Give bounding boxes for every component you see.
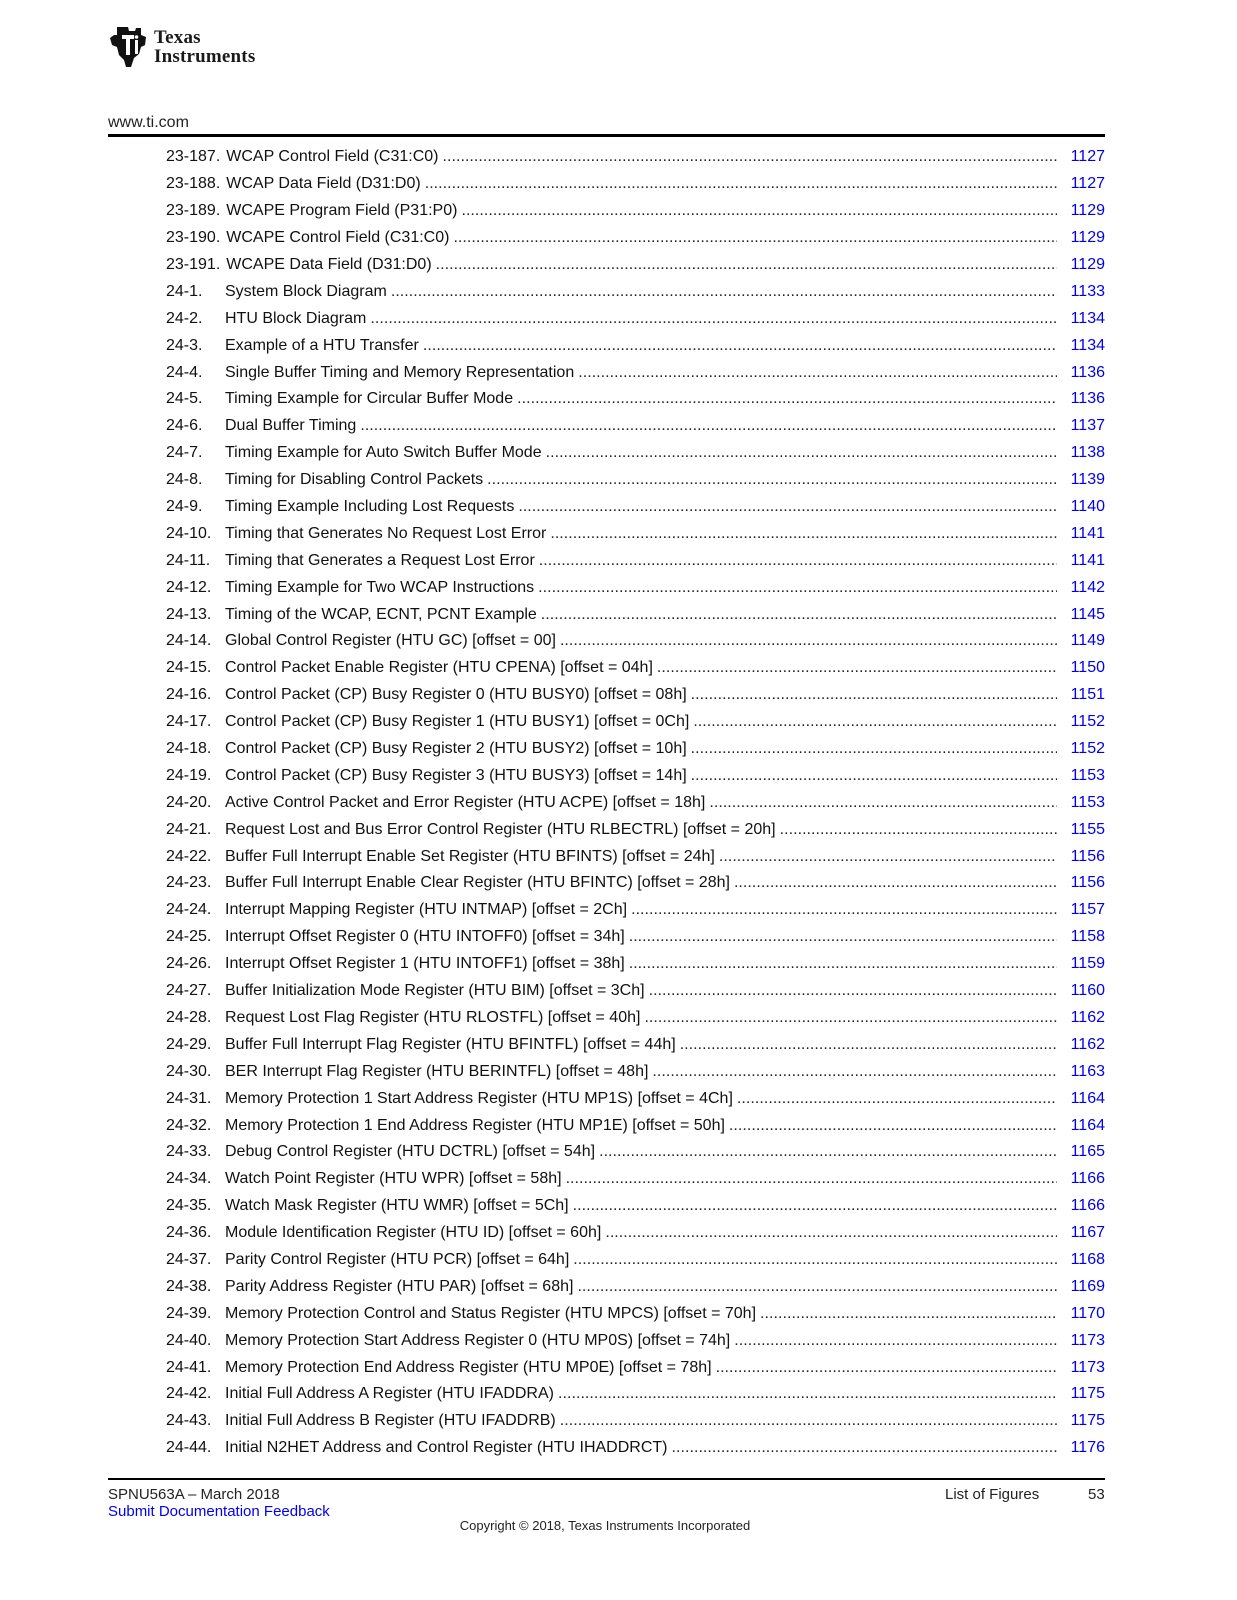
figure-number: 24-42.: [166, 1385, 212, 1403]
page-link[interactable]: 1159: [1070, 955, 1105, 973]
figure-number: 24-18.: [166, 740, 212, 758]
page-link[interactable]: 1175: [1070, 1385, 1105, 1403]
page-link[interactable]: 1164: [1070, 1089, 1105, 1107]
dot-leader: [652, 1063, 1057, 1081]
toc-entry[interactable]: [166, 1005, 1105, 1032]
page-link[interactable]: 1170: [1070, 1304, 1105, 1322]
toc-entry[interactable]: [166, 1300, 1105, 1327]
figure-title: Initial Full Address A Register (HTU IFADDRA): [225, 1385, 554, 1403]
dot-leader: [558, 1385, 1057, 1403]
page-link[interactable]: 1164: [1070, 1116, 1105, 1134]
section-title: List of Figures: [945, 1486, 1040, 1503]
dot-leader: [691, 740, 1057, 758]
figure-title: Control Packet Enable Register (HTU CPENA) [offset = 04h]: [225, 659, 653, 677]
figure-title: Memory Protection Control and Status Register (HTU MPCS) [offset = 70h]: [225, 1304, 757, 1322]
page-link[interactable]: 1141: [1070, 551, 1105, 569]
page-link[interactable]: 1165: [1070, 1143, 1105, 1161]
toc-entry[interactable]: [166, 897, 1105, 924]
figure-number: 24-10.: [166, 524, 212, 542]
figure-title: WCAP Control Field (C31:C0): [226, 148, 439, 166]
figure-title: Parity Control Register (HTU PCR) [offset = 64h]: [225, 1250, 570, 1268]
page-link[interactable]: 1133: [1070, 282, 1105, 300]
figure-number: 24-19.: [166, 766, 212, 784]
toc-entry[interactable]: [166, 413, 1105, 440]
toc-entry[interactable]: [166, 1193, 1105, 1220]
toc-entry[interactable]: [166, 870, 1105, 897]
toc-entry[interactable]: [166, 1273, 1105, 1300]
copyright: Copyright © 2018, Texas Instruments Incorporated: [459, 1518, 751, 1533]
dot-leader: [436, 256, 1057, 274]
dot-leader: [691, 686, 1057, 704]
figure-title: Watch Point Register (HTU WPR) [offset = 58h]: [225, 1170, 562, 1188]
dot-leader: [693, 713, 1057, 731]
figure-number: 23-191.: [166, 256, 221, 273]
dot-leader: [649, 982, 1057, 1000]
figure-title: Buffer Full Interrupt Enable Set Register (HTU BFINTS) [offset = 24h]: [225, 847, 715, 865]
page-link[interactable]: 1166: [1070, 1170, 1105, 1188]
figure-title: Timing Example Including Lost Requests: [225, 498, 515, 516]
figure-number: 24-32.: [166, 1116, 212, 1134]
figure-title: WCAPE Program Field (P31:P0): [226, 202, 458, 220]
figure-title: Timing for Disabling Control Packets: [225, 471, 484, 489]
figure-title: Timing that Generates No Request Lost Error: [225, 524, 547, 542]
dot-leader: [729, 1117, 1057, 1135]
figure-title: Buffer Initialization Mode Register (HTU BIM) [offset = 3Ch]: [225, 982, 645, 1000]
dot-leader: [360, 417, 1057, 435]
figure-title: Memory Protection End Address Register (HTU MP0E) [offset = 78h]: [225, 1358, 712, 1376]
page-link[interactable]: 1175: [1070, 1412, 1105, 1430]
figure-number: 24-2.: [166, 309, 203, 327]
feedback-link[interactable]: Submit Documentation Feedback: [108, 1503, 330, 1520]
figure-title: WCAP Data Field (D31:D0): [226, 175, 421, 193]
logo-line-2: Instruments: [154, 46, 256, 67]
figure-title: Memory Protection 1 Start Address Register (HTU MP1S) [offset = 4Ch]: [225, 1089, 733, 1107]
figure-title: WCAPE Data Field (D31:D0): [226, 256, 432, 273]
figure-number: 24-23.: [166, 874, 212, 892]
doc-id: SPNU563A – March 2018: [108, 1486, 280, 1503]
dot-leader: [423, 337, 1057, 355]
page-link[interactable]: 1129: [1070, 202, 1105, 220]
figure-title: Active Control Packet and Error Register (HTU ACPE) [offset = 18h]: [225, 793, 706, 811]
footer-rule: [108, 1478, 1105, 1480]
toc-entry[interactable]: [166, 762, 1105, 789]
page-link[interactable]: 1156: [1070, 847, 1105, 865]
figure-title: Interrupt Offset Register 1 (HTU INTOFF1) [offset = 38h]: [225, 955, 625, 973]
figure-number: 24-7.: [166, 444, 203, 462]
toc-entry[interactable]: [166, 1220, 1105, 1247]
toc-entry[interactable]: [166, 332, 1105, 359]
figure-title: Debug Control Register (HTU DCTRL) [offset = 54h]: [225, 1143, 596, 1161]
toc-entry[interactable]: [166, 789, 1105, 816]
figure-number: 24-35.: [166, 1197, 212, 1215]
dot-leader: [560, 632, 1057, 650]
page-link[interactable]: 1153: [1070, 793, 1105, 811]
toc-entry[interactable]: [166, 1354, 1105, 1381]
toc-entry[interactable]: [166, 1247, 1105, 1274]
page-link[interactable]: 1136: [1070, 363, 1105, 381]
page-link[interactable]: 1163: [1070, 1062, 1105, 1080]
page-link[interactable]: 1150: [1070, 659, 1105, 677]
dot-leader: [370, 310, 1057, 328]
dot-leader: [734, 1332, 1057, 1350]
page-link[interactable]: 1155: [1070, 820, 1105, 838]
toc-entry[interactable]: [166, 440, 1105, 467]
toc-entry[interactable]: [166, 467, 1105, 494]
figure-number: 24-33.: [166, 1143, 212, 1161]
dot-leader: [680, 1036, 1057, 1054]
dot-leader: [719, 848, 1057, 866]
figure-title: Interrupt Mapping Register (HTU INTMAP) [offset = 2Ch]: [225, 901, 628, 919]
figure-title: Control Packet (CP) Busy Register 0 (HTU BUSY0) [offset = 08h]: [225, 686, 687, 704]
figure-number: 24-43.: [166, 1412, 212, 1430]
figure-number: 24-27.: [166, 982, 212, 1000]
figure-title: Timing of the WCAP, ECNT, PCNT Example: [225, 605, 537, 623]
figure-number: 24-13.: [166, 605, 212, 623]
figure-title: Memory Protection Start Address Register 0 (HTU MP0S) [offset = 74h]: [225, 1331, 731, 1349]
toc-entry[interactable]: [166, 1085, 1105, 1112]
toc-entry[interactable]: [166, 520, 1105, 547]
figure-number: 24-9.: [166, 498, 203, 516]
page-link[interactable]: 1176: [1070, 1439, 1105, 1457]
page-link[interactable]: 1151: [1070, 686, 1105, 704]
dot-leader: [425, 175, 1057, 193]
page-link[interactable]: 1134: [1070, 309, 1105, 327]
toc-entry[interactable]: [166, 1139, 1105, 1166]
toc-entry[interactable]: [166, 628, 1105, 655]
figure-number: 24-17.: [166, 713, 212, 731]
page-link[interactable]: 1173: [1070, 1331, 1105, 1349]
dot-leader: [566, 1170, 1057, 1188]
dot-leader: [573, 1251, 1057, 1269]
page-link[interactable]: 1141: [1070, 524, 1105, 542]
figure-number: 23-190.: [166, 229, 221, 247]
toc-entry[interactable]: [166, 924, 1105, 951]
toc-entry[interactable]: [166, 951, 1105, 978]
dot-leader: [518, 498, 1057, 516]
figure-title: Global Control Register (HTU GC) [offset = 00]: [225, 632, 556, 650]
toc-entry[interactable]: [166, 305, 1105, 332]
figure-number: 24-6.: [166, 417, 203, 435]
dot-leader: [629, 955, 1057, 973]
figure-number: 24-20.: [166, 793, 212, 811]
dot-leader: [577, 1278, 1057, 1296]
page-link[interactable]: 1137: [1070, 417, 1105, 435]
figure-number: 24-44.: [166, 1439, 212, 1457]
figure-number: 24-25.: [166, 928, 212, 946]
figure-title: Example of a HTU Transfer: [225, 336, 419, 354]
dot-leader: [760, 1305, 1057, 1323]
figure-title: Timing Example for Two WCAP Instructions: [225, 578, 535, 596]
page-link[interactable]: 1129: [1070, 229, 1105, 247]
figure-number: 24-31.: [166, 1089, 212, 1107]
toc-entry[interactable]: [166, 1327, 1105, 1354]
figure-number: 24-5.: [166, 390, 203, 408]
ti-logo-icon: [108, 25, 148, 69]
figure-title: Dual Buffer Timing: [225, 417, 357, 435]
toc-entry[interactable]: [166, 601, 1105, 628]
figure-number: 23-189.: [166, 202, 221, 220]
dot-leader: [391, 283, 1057, 301]
page-link[interactable]: 1129: [1070, 256, 1105, 273]
figure-title: Initial N2HET Address and Control Register (HTU IHADDRCT): [225, 1439, 668, 1457]
figure-title: WCAPE Control Field (C31:C0): [226, 229, 450, 247]
page-link[interactable]: 1168: [1070, 1250, 1105, 1268]
toc-entry[interactable]: [166, 574, 1105, 601]
figure-number: 24-21.: [166, 820, 212, 838]
page-link[interactable]: 1149: [1070, 632, 1105, 650]
toc-entry[interactable]: [166, 709, 1105, 736]
figure-number: 24-22.: [166, 847, 212, 865]
figure-number: 24-28.: [166, 1008, 212, 1026]
page-number: 53: [1088, 1486, 1105, 1503]
page-link[interactable]: 1173: [1070, 1358, 1105, 1376]
page-link[interactable]: 1166: [1070, 1197, 1105, 1215]
figure-number: 24-4.: [166, 363, 203, 381]
dot-leader: [691, 767, 1057, 785]
toc-entry[interactable]: [166, 494, 1105, 521]
page-link[interactable]: 1152: [1070, 713, 1105, 731]
figure-number: 24-36.: [166, 1224, 212, 1242]
dot-leader: [487, 471, 1057, 489]
figure-title: Initial Full Address B Register (HTU IFADDRB): [225, 1412, 556, 1430]
toc-entry[interactable]: [166, 816, 1105, 843]
dot-leader: [672, 1439, 1058, 1457]
figure-number: 23-188.: [166, 175, 221, 193]
toc-entry[interactable]: [166, 736, 1105, 763]
dot-leader: [573, 1197, 1057, 1215]
toc-entry[interactable]: [166, 144, 1105, 171]
toc-entry[interactable]: [166, 359, 1105, 386]
figure-title: BER Interrupt Flag Register (HTU BERINTFL) [offset = 48h]: [225, 1062, 649, 1080]
dot-leader: [538, 579, 1057, 597]
toc-entry[interactable]: [166, 655, 1105, 682]
figure-list: [166, 144, 1105, 1462]
dot-leader: [599, 1143, 1057, 1161]
dot-leader: [578, 364, 1057, 382]
toc-entry[interactable]: [166, 225, 1105, 252]
page-link[interactable]: 1162: [1070, 1008, 1105, 1026]
figure-title: Parity Address Register (HTU PAR) [offset = 68h]: [225, 1277, 574, 1295]
toc-entry[interactable]: [166, 1166, 1105, 1193]
figure-title: Request Lost Flag Register (HTU RLOSTFL) [offset = 40h]: [225, 1008, 641, 1026]
page-link[interactable]: 1140: [1070, 498, 1105, 516]
header-rule: [108, 134, 1105, 137]
figure-number: 24-1.: [166, 282, 203, 300]
figure-title: Control Packet (CP) Busy Register 3 (HTU BUSY3) [offset = 14h]: [225, 766, 687, 784]
figure-number: 24-14.: [166, 632, 212, 650]
page-link[interactable]: 1127: [1070, 175, 1105, 193]
page-link[interactable]: 1152: [1070, 740, 1105, 758]
toc-entry[interactable]: [166, 843, 1105, 870]
toc-entry[interactable]: [166, 198, 1105, 225]
page-link[interactable]: 1136: [1070, 390, 1105, 408]
ti-logo: [108, 25, 255, 69]
page-link[interactable]: 1127: [1070, 148, 1105, 166]
page-link[interactable]: 1167: [1070, 1224, 1105, 1242]
figure-title: Control Packet (CP) Busy Register 1 (HTU BUSY1) [offset = 0Ch]: [225, 713, 690, 731]
figure-number: 24-38.: [166, 1277, 212, 1295]
figure-number: 24-12.: [166, 578, 212, 596]
figure-number: 24-8.: [166, 471, 203, 489]
dot-leader: [550, 525, 1057, 543]
page-link[interactable]: 1138: [1070, 444, 1105, 462]
figure-title: HTU Block Diagram: [225, 309, 367, 327]
toc-entry[interactable]: [166, 278, 1105, 305]
toc-entry[interactable]: [166, 1408, 1105, 1435]
figure-number: 24-29.: [166, 1035, 212, 1053]
dot-leader: [517, 390, 1057, 408]
dot-leader: [716, 1359, 1057, 1377]
figure-number: 24-3.: [166, 336, 203, 354]
figure-title: Memory Protection 1 End Address Register (HTU MP1E) [offset = 50h]: [225, 1116, 725, 1134]
figure-number: 24-16.: [166, 686, 212, 704]
dot-leader: [539, 552, 1057, 570]
figure-number: 23-187.: [166, 148, 221, 166]
figure-number: 24-37.: [166, 1250, 212, 1268]
toc-entry[interactable]: [166, 1381, 1105, 1408]
figure-number: 24-24.: [166, 901, 212, 919]
toc-entry[interactable]: [166, 171, 1105, 198]
page-link[interactable]: 1160: [1070, 982, 1105, 1000]
page-link[interactable]: 1157: [1070, 901, 1105, 919]
figure-title: Buffer Full Interrupt Enable Clear Register (HTU BFINTC) [offset = 28h]: [225, 874, 730, 892]
figure-title: Single Buffer Timing and Memory Representation: [225, 363, 575, 381]
figure-title: Control Packet (CP) Busy Register 2 (HTU BUSY2) [offset = 10h]: [225, 740, 687, 758]
toc-entry[interactable]: [166, 1031, 1105, 1058]
dot-leader: [605, 1224, 1057, 1242]
page-link[interactable]: 1162: [1070, 1035, 1105, 1053]
dot-leader: [737, 1090, 1057, 1108]
page-link[interactable]: 1145: [1070, 605, 1105, 623]
figure-number: 24-40.: [166, 1331, 212, 1349]
toc-entry[interactable]: [166, 386, 1105, 413]
dot-leader: [734, 874, 1057, 892]
site-url: www.ti.com: [108, 114, 189, 131]
figure-title: Module Identification Register (HTU ID) [offset = 60h]: [225, 1224, 602, 1242]
dot-leader: [541, 606, 1057, 624]
toc-entry[interactable]: [166, 1435, 1105, 1462]
figure-number: 24-30.: [166, 1062, 212, 1080]
figure-number: 24-26.: [166, 955, 212, 973]
page-link[interactable]: 1134: [1070, 336, 1105, 354]
dot-leader: [453, 229, 1057, 247]
figure-title: Interrupt Offset Register 0 (HTU INTOFF0) [offset = 34h]: [225, 928, 625, 946]
figure-title: System Block Diagram: [225, 282, 387, 300]
dot-leader: [560, 1412, 1057, 1430]
page-link[interactable]: 1158: [1070, 928, 1105, 946]
toc-entry[interactable]: [166, 978, 1105, 1005]
toc-entry[interactable]: [166, 547, 1105, 574]
dot-leader: [780, 821, 1057, 839]
dot-leader: [629, 928, 1057, 946]
figure-number: 24-41.: [166, 1358, 212, 1376]
toc-entry[interactable]: [166, 682, 1105, 709]
toc-entry[interactable]: [166, 252, 1105, 279]
figure-number: 24-34.: [166, 1170, 212, 1188]
toc-entry[interactable]: [166, 1058, 1105, 1085]
dot-leader: [644, 1009, 1057, 1027]
ti-wordmark: [154, 28, 255, 66]
page-link[interactable]: 1139: [1070, 471, 1105, 489]
figure-title: Timing Example for Circular Buffer Mode: [225, 390, 514, 408]
page-link[interactable]: 1156: [1070, 874, 1105, 892]
page-link[interactable]: 1169: [1070, 1277, 1105, 1295]
toc-entry[interactable]: [166, 1112, 1105, 1139]
dot-leader: [657, 659, 1057, 677]
dot-leader: [546, 444, 1057, 462]
figure-number: 24-15.: [166, 659, 212, 677]
dot-leader: [442, 148, 1057, 166]
dot-leader: [709, 794, 1057, 812]
page-link[interactable]: 1142: [1070, 578, 1105, 596]
figure-title: Timing Example for Auto Switch Buffer Mode: [225, 444, 542, 462]
figure-number: 24-39.: [166, 1304, 212, 1322]
figure-title: Timing that Generates a Request Lost Error: [225, 551, 535, 569]
figure-title: Watch Mask Register (HTU WMR) [offset = 5Ch]: [225, 1197, 569, 1215]
page-link[interactable]: 1153: [1070, 766, 1105, 784]
dot-leader: [631, 901, 1057, 919]
logo-line-1: Texas: [154, 27, 201, 48]
dot-leader: [461, 202, 1057, 220]
figure-title: Buffer Full Interrupt Flag Register (HTU BFINTFL) [offset = 44h]: [225, 1035, 676, 1053]
figure-number: 24-11.: [166, 551, 211, 569]
figure-title: Request Lost and Bus Error Control Register (HTU RLBECTRL) [offset = 20h]: [225, 820, 776, 838]
